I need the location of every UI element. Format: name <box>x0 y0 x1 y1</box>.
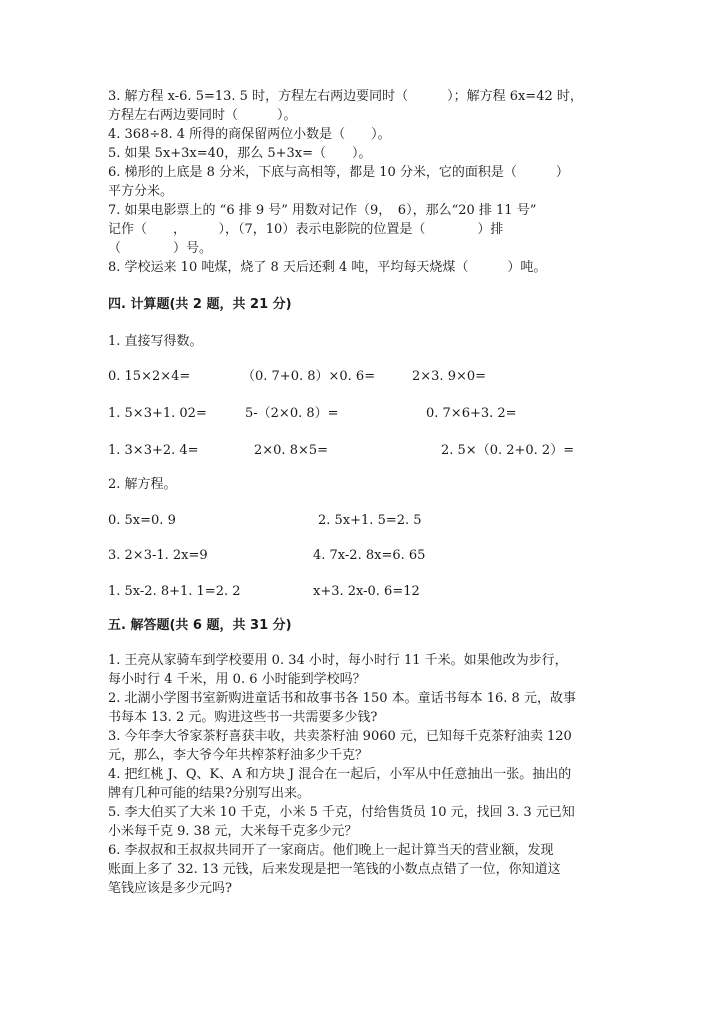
equation-item: 1. 5x-2. 8+1. 1=2. 2 <box>108 584 241 599</box>
calc-q1-title: 1. 直接写得数。 <box>108 334 203 349</box>
calc-item: 1. 3×3+2. 4= <box>108 443 199 458</box>
word-problem-line: 4. 把红桃 J、Q、K、A 和方块 J 混合在一起后，小军从中任意抽出一张。抽出的 <box>108 767 572 782</box>
calc-item: 2×0. 8×5= <box>254 443 329 458</box>
calc-item: 0. 15×2×4= <box>108 369 191 384</box>
word-problem-line: 书每本 13. 2 元。购进这些书一共需要多少钱? <box>108 710 378 725</box>
word-problem-line: 3. 今年李大爷家茶籽喜获丰收，共卖茶籽油 9060 元，已知每千克茶籽油卖 120 <box>108 729 572 744</box>
question-4: 4. 368÷8. 4 所得的商保留两位小数是（ ）。 <box>108 127 391 142</box>
question-7-line-2: 记作（ ， ），（7，10）表示电影院的位置是（ ）排 <box>108 222 504 237</box>
calc-item: （0. 7+0. 8）×0. 6= <box>242 369 376 384</box>
word-problem-line: 6. 李叔叔和王叔叔共同开了一家商店。他们晚上一起计算当天的营业额，发现 <box>108 843 554 858</box>
section-4-title: 四. 计算题(共 2 题，共 21 分) <box>108 297 292 312</box>
word-problem-line: 5. 李大伯买了大米 10 千克，小米 5 千克，付给售货员 10 元，找回 3. 3 元已知 <box>108 805 575 820</box>
calc-item: 1. 5×3+1. 02= <box>108 406 207 421</box>
equation-item: x+3. 2x-0. 6=12 <box>313 584 420 599</box>
question-7-line-1: 7. 如果电影票上的 “6 排 9 号” 用数对记作（9， 6），那么“20 排 11 号” <box>108 203 537 218</box>
word-problem-line: 账面上多了 32. 13 元钱，后来发现是把一笔钱的小数点点错了一位，你知道这 <box>108 862 561 877</box>
equation-item: 0. 5x=0. 9 <box>108 513 176 528</box>
word-problem-line: 牌有几种可能的结果?分别写出来。 <box>108 786 310 801</box>
word-problem-line: 1. 王亮从家骑车到学校要用 0. 34 小时，每小时行 11 千米。如果他改为步行， <box>108 653 568 668</box>
word-problem-line: 2. 北湖小学图书室新购进童话书和故事书各 150 本。童话书每本 16. 8 元，故事 <box>108 691 576 706</box>
calc-item: 2. 5×（0. 2+0. 2）= <box>441 443 575 458</box>
section-5-title: 五. 解答题(共 6 题，共 31 分) <box>108 618 292 633</box>
word-problem-line: 元，那么，李大爷今年共榨茶籽油多少千克？ <box>108 748 369 763</box>
equation-item: 2. 5x+1. 5=2. 5 <box>318 513 422 528</box>
question-3-line-1: 3. 解方程 x-6. 5=13. 5 时，方程左右两边要同时（ ）；解方程 6x=42 时， <box>108 89 583 104</box>
equation-item: 4. 7x-2. 8x=6. 65 <box>313 548 426 563</box>
calc-q2-title: 2. 解方程。 <box>108 477 177 492</box>
word-problem-line: 小米每千克 9. 38 元，大米每千克多少元？ <box>108 824 358 839</box>
calc-item: 2×3. 9×0= <box>412 369 487 384</box>
word-problem-line: 笔钱应该是多少元吗? <box>108 881 232 896</box>
question-7-line-3: （ ）号。 <box>108 241 213 256</box>
calc-item: 5-（2×0. 8）= <box>245 406 339 421</box>
question-3-line-2: 方程左右两边要同时（ ）。 <box>108 108 297 123</box>
word-problem-line: 每小时行 4 千米，用 0. 6 小时能到学校吗？ <box>108 672 366 687</box>
equation-item: 3. 2×3-1. 2x=9 <box>108 548 208 563</box>
question-6-line-1: 6. 梯形的上底是 8 分米，下底与高相等，都是 10 分米，它的面积是（ ） <box>108 165 569 180</box>
question-5: 5. 如果 5x+3x=40，那么 5+3x=（ ）。 <box>108 146 372 161</box>
question-6-line-2: 平方分米。 <box>108 184 174 199</box>
question-8: 8. 学校运来 10 吨煤，烧了 8 天后还剩 4 吨，平均每天烧煤（ ）吨。 <box>108 260 547 275</box>
calc-item: 0. 7×6+3. 2= <box>426 406 517 421</box>
